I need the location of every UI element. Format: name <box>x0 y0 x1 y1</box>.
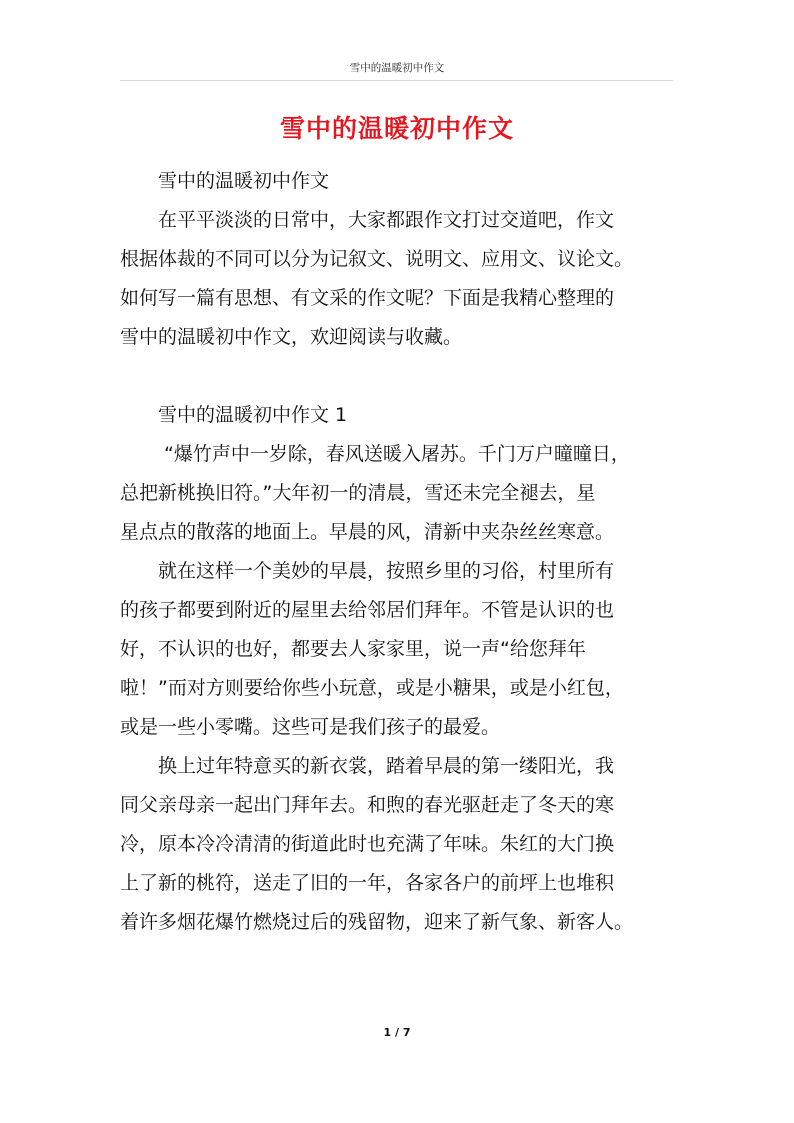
body-line: 好，不认识的也好，都要去人家家里，说一声“给您拜年 <box>120 638 586 660</box>
body-line: 或是一些小零嘴。这些可是我们孩子的最爱。 <box>120 716 501 738</box>
body-line: 总把新桃换旧符。”大年初一的清晨，雪还未完全褪去，星 <box>120 482 596 504</box>
paragraph-gap <box>120 357 676 396</box>
document-title: 雪中的温暖初中作文 <box>279 114 514 143</box>
body-line: 换上过年特意买的新衣裳，踏着早晨的第一缕阳光，我 <box>120 755 615 777</box>
body-line: 根据体裁的不同可以分为记叙文、说明文、应用文、议论文。 <box>120 248 634 270</box>
body-line: 雪中的温暖初中作文，欢迎阅读与收藏。 <box>120 326 463 348</box>
body-line: 就在这样一个美妙的早晨，按照乡里的习俗，村里所有 <box>120 560 615 582</box>
document-body <box>120 162 676 942</box>
body-line: 着许多烟花爆竹燃烧过后的残留物，迎来了新气象、新客人。 <box>120 911 634 933</box>
body-line: 雪中的温暖初中作文 <box>120 170 330 192</box>
page-number: 1 / 7 <box>383 1026 411 1039</box>
body-line: 在平平淡淡的日常中，大家都跟作文打过交道吧，作文 <box>120 209 615 231</box>
body-line: 同父亲母亲一起出门拜年去。和煦的春光驱赶走了冬天的寒 <box>120 794 615 816</box>
header-divider <box>120 80 673 81</box>
body-line: 冷，原本冷冷清清的街道此时也充满了年味。朱红的大门换 <box>120 833 615 855</box>
body-line: 星点点的散落的地面上。早晨的风，清新中夹杂丝丝寒意。 <box>120 521 615 543</box>
body-line: 上了新的桃符，送走了旧的一年，各家各户的前坪上也堆积 <box>120 872 615 894</box>
section-heading: 雪中的温暖初中作文 1 <box>120 404 348 426</box>
body-line: 如何写一篇有思想、有文采的作文呢？下面是我精心整理的 <box>120 287 615 309</box>
running-header: 雪中的温暖初中作文 <box>349 62 445 74</box>
body-line: “爆竹声中一岁除，春风送暖入屠苏。千门万户曈曈日， <box>120 443 630 465</box>
body-line: 的孩子都要到附近的屋里去给邻居们拜年。不管是认识的也 <box>120 599 615 621</box>
body-line: 啦！”而对方则要给你些小玩意，或是小糖果，或是小红包， <box>120 677 624 699</box>
